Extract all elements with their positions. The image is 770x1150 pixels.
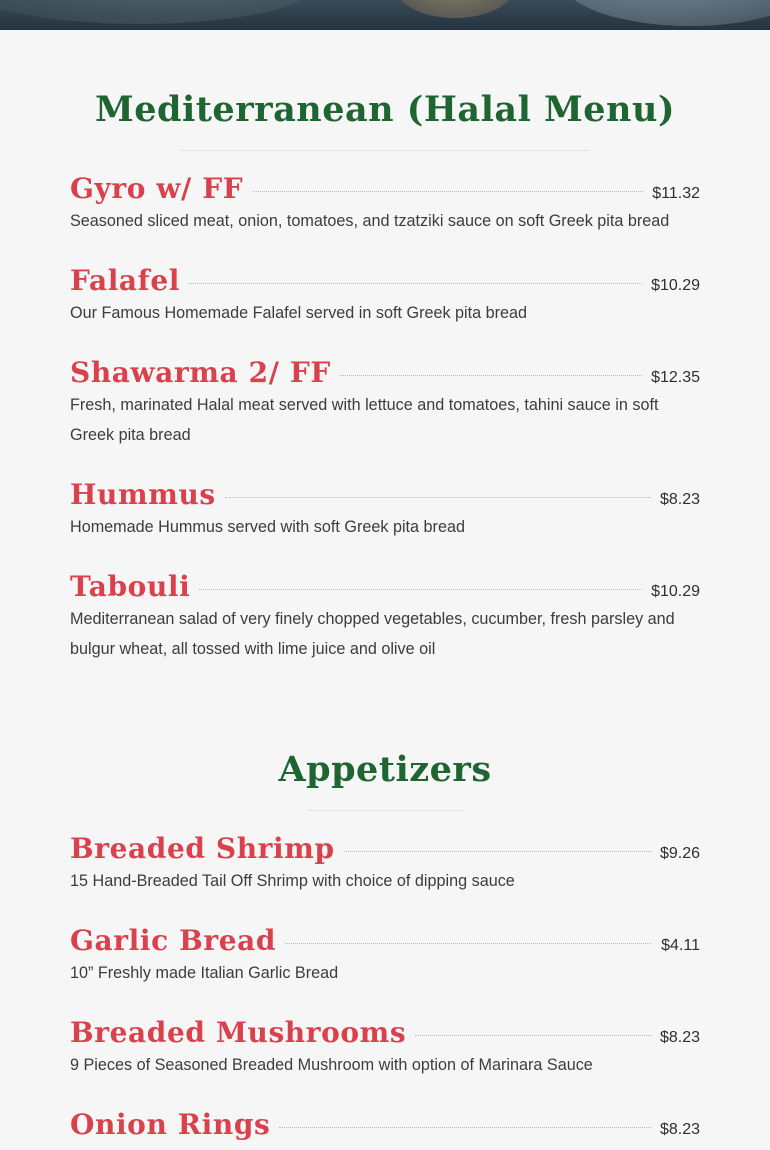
menu-item-price: $11.32 xyxy=(652,185,700,202)
menu-item-name: Hummus xyxy=(70,478,216,511)
plate-image xyxy=(0,0,320,24)
section-title: Mediterranean (Halal Menu) xyxy=(94,89,676,130)
menu-item-description: Fresh, marinated Halal meat served with lettuce and tomatoes, tahini sauce in soft Greek pita bread xyxy=(70,396,659,444)
dotted-leader xyxy=(340,375,642,376)
menu-item-price: $10.29 xyxy=(651,583,700,600)
menu-item[interactable] xyxy=(70,172,700,236)
dotted-leader xyxy=(189,283,642,284)
dotted-leader xyxy=(344,851,651,852)
menu-item-price: $4.11 xyxy=(661,937,700,954)
menu-item[interactable] xyxy=(70,570,700,664)
menu-item-description: 9 Pieces of Seasoned Breaded Mushroom with option of Marinara Sauce xyxy=(70,1056,593,1074)
section-title: Appetizers xyxy=(278,749,492,790)
menu-item-description: Homemade Hummus served with soft Greek pita bread xyxy=(70,518,465,536)
menu-item[interactable] xyxy=(70,1016,700,1080)
menu-item-price: $8.23 xyxy=(659,1029,700,1046)
menu-item[interactable] xyxy=(70,832,700,896)
menu-item-name: Onion Rings xyxy=(70,1108,271,1141)
menu-item-name: Gyro w/ FF xyxy=(70,172,244,205)
dotted-leader xyxy=(285,943,652,944)
menu-item-name: Garlic Bread xyxy=(70,924,277,957)
menu-section-appetizers xyxy=(70,749,700,811)
menu-item-name: Shawarma 2/ FF xyxy=(70,356,331,389)
menu-item-name: Breaded Shrimp xyxy=(70,832,335,865)
section-divider xyxy=(180,150,590,151)
menu-item-price: $9.26 xyxy=(659,845,700,862)
menu-item-description: Our Famous Homemade Falafel served in soft Greek pita bread xyxy=(70,304,528,322)
menu-item-description: 15 Hand-Breaded Tail Off Shrimp with choice of dipping sauce xyxy=(70,872,515,890)
menu-item[interactable] xyxy=(70,1108,700,1141)
dotted-leader xyxy=(279,1127,651,1128)
menu-item[interactable] xyxy=(70,264,700,328)
menu-item-price: $8.23 xyxy=(659,1121,700,1138)
dotted-leader xyxy=(199,589,642,590)
menu-item-price: $12.35 xyxy=(651,369,700,386)
dotted-leader xyxy=(225,497,651,498)
plate-image xyxy=(560,0,770,26)
menu-item[interactable] xyxy=(70,924,700,988)
menu-item-description: Seasoned sliced meat, onion, tomatoes, and tzatziki sauce on soft Greek pita bread xyxy=(70,212,670,230)
menu-section-mediterranean xyxy=(70,89,700,151)
food-image xyxy=(395,0,515,18)
menu-item[interactable] xyxy=(70,356,700,450)
section-divider xyxy=(307,810,463,811)
menu-item-price: $8.23 xyxy=(659,491,700,508)
menu-item-price: $10.29 xyxy=(651,277,700,294)
menu-item-name: Falafel xyxy=(70,264,180,297)
dotted-leader xyxy=(415,1035,651,1036)
menu-items-appetizers xyxy=(70,832,700,1150)
menu-item[interactable] xyxy=(70,478,700,542)
dotted-leader xyxy=(252,191,643,192)
menu-item-name: Tabouli xyxy=(70,570,191,603)
menu-item-description: Mediterranean salad of very finely chopped vegetables, cucumber, fresh parsley and bulgur wheat, all tossed with lime juice and olive oil xyxy=(70,610,675,658)
hero-image-strip xyxy=(0,0,770,30)
menu-item-name: Breaded Mushrooms xyxy=(70,1016,407,1049)
menu-items-mediterranean xyxy=(70,172,700,675)
menu-item-description: 10” Freshly made Italian Garlic Bread xyxy=(70,964,339,982)
